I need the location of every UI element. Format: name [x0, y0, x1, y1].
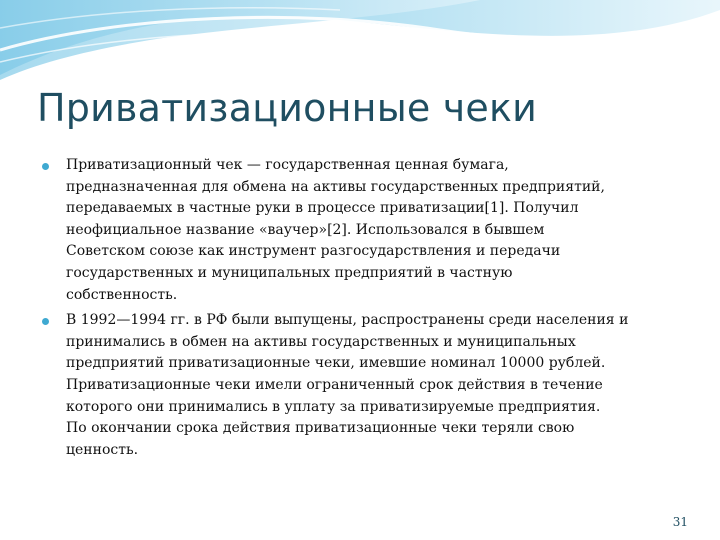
slide-title: Приватизационные чеки	[37, 86, 538, 130]
bullet-item	[40, 310, 688, 461]
bullet-list	[40, 155, 688, 465]
bullet-text: В 1992—1994 гг. в РФ были выпущены, распространены среди населения и принимались в обмен на активы государственных и муниципальных предприятий приватизационные чеки, имевшие номинал 10000 рублей. Приватизационные чеки имели ограниченный срок действия в течение которого они принимались в уплату за приватизируемые предприятия. По окончании срока действия приватизационные чеки теряли свою ценность.	[66, 312, 629, 458]
bullet-text: Приватизационный чек — государственная ценная бумага, предназначенная для обмена на активы государственных предприятий, передаваемых в частные руки в процессе приватизации[1]. Получил неофициальное название «ваучер»[2]. Использовался в бывшем Советском союзе как инструмент разгосударствления и передачи государственных и муниципальных предприятий в частную собственность.	[66, 157, 605, 303]
bullet-dot-icon	[42, 163, 49, 170]
bullet-dot-icon	[42, 318, 49, 325]
bullet-item	[40, 155, 688, 306]
page-number: 31	[672, 515, 688, 529]
